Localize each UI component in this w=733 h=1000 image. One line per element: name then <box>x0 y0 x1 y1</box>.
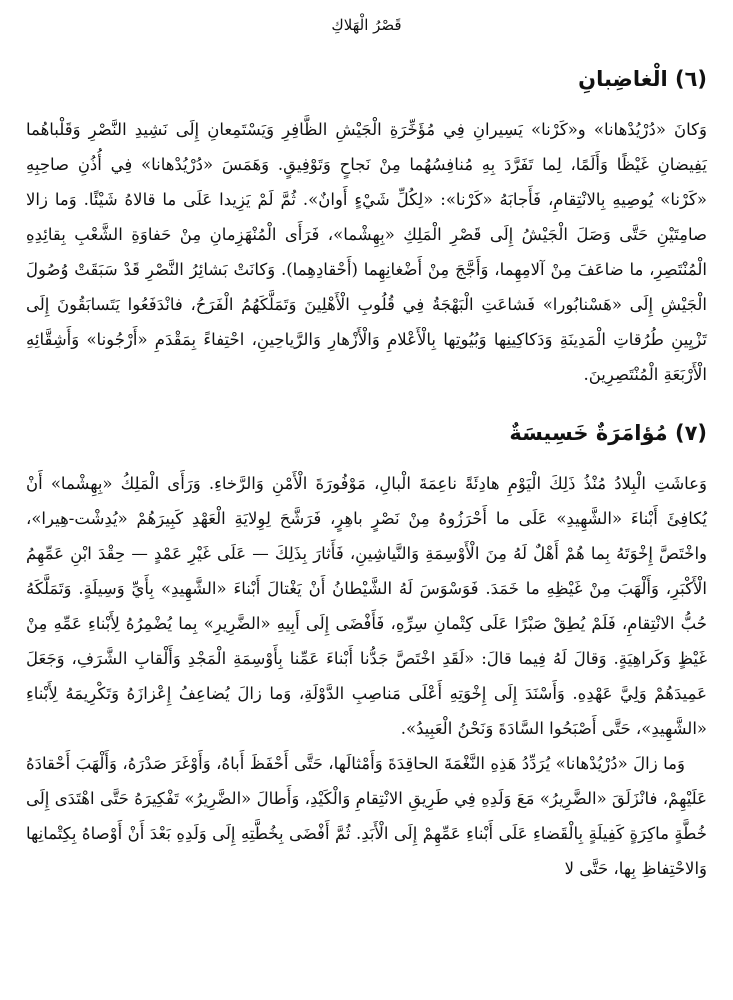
section-heading: (٦) الْغاضِبانِ <box>578 67 707 91</box>
section-gap <box>26 392 707 418</box>
running-title: قَصْرُ الْهَلاكِ <box>331 16 402 34</box>
section-paragraph: وَما زالَ «دُرْيُدْهانا» يُرَدِّدُ هَذِهِ النَّغْمَةَ الحاقِدَةَ وَأَمْثالَها، حَتَّى أَحْفَظَ أَباهُ، وَأَوْغَرَ صَدْرَهُ، وَأَلْهَبَ أَحْقادَهُ عَلَيْهِمْ، فانْزَلَقَ «الضَّرِيرُ» مَعَ وَلَدِهِ فِي طَرِيقِ الانْتِقامِ وَالْكَيْدِ، وَأَطالَ «الضَّرِيرُ» تَفْكِيرَهُ حَتَّى اهْتَدَى إِلَى خُطَّةٍ ماكِرَةٍ كَفِيلَةٍ بِالْقَضاءِ عَلَى أَبْناءِ عَمِّهِمْ إِلَى الْأَبَدِ. ثُمَّ أَفْضَى بِخُطَّتِهِ إِلَى وَلَدِهِ بَعْدَ أَنْ أَوْصاهُ بِكِتْمانِها وَالاحْتِفاظِ بِها، حَتَّى لا <box>26 754 707 878</box>
section-conspiracy <box>26 418 707 886</box>
section-angry-pair <box>26 64 707 392</box>
section-paragraph: وَكانَ «دُرْيُدْهانا» و«كَرْنا» يَسِيرانِ فِي مُؤَخِّرَةِ الْجَيْشِ الظَّافِرِ وَيَسْتَمِعانِ إِلَى نَشِيدِ النَّصْرِ وَقَلْباهُما يَفِيضانِ غَيْظًا وَأَلَمًا، لِما تَفَرَّدَ بِهِ مُنافِسُهُما مِنْ نَجاحٍ وَتَوْفِيقٍ. وَهَمَسَ «دُرْيُدْهانا» فِي أُذُنِ صاحِبِهِ «كَرْنا» يُوصِيهِ بِالانْتِقامِ، فَأَجابَهُ «كَرْنا»: «لِكُلِّ شَيْءٍ أَوانٌ». ثُمَّ لَمْ يَزِيدا عَلَى ما قالاهُ شَيْئًا. وَما زالا صامِتَيْنِ حَتَّى وَصَلَ الْجَيْشُ إِلَى قَصْرِ الْمَلِكِ «بِهِشْما»، فَرَأَى الْمُنْهَزِمانِ مِنْ حَفاوَةِ الشَّعْبِ بِقائِدِهِ الْمُنْتَصِرِ، ما ضاعَفَ مِنْ آلامِهِما، وَأَجَّجَ مِنْ أَضْغانِهِما (أَحْقادِهِما). وَكانَتْ بَشائِرُ النَّصْرِ قَدْ سَبَقَتْ وُصُولَ الْجَيْشِ إِلَى «هَسْنابُورا» فَشاعَتِ الْبَهْجَةُ فِي قُلُوبِ الْأَهْلِينَ وَتَمَلَّكَهُمُ الْفَرَحُ، فانْدَفَعُوا يَتَسابَقُونَ إِلَى تَزْيِينِ طُرُقاتِ الْمَدِينَةِ وَدَكاكِينِها وَبُيُوتِها بِالْأَعْلامِ وَالْأَزْهارِ وَالرَّياحِينِ، احْتِفاءً بِمَقْدَمِ «أَرْجُونا» وَأَشِقَّائِهِ الْأَرْبَعَةِ الْمُنْتَصِرِينَ. <box>26 120 707 384</box>
section-heading: (٧) مُؤامَرَةٌ خَسِيسَةٌ <box>509 421 707 445</box>
section-paragraph: وَعاشَتِ الْبِلادُ مُنْذُ ذَلِكَ الْيَوْمِ هادِئَةً ناعِمَةَ الْبالِ، مَوْفُورَةَ الْأَمْنِ وَالرَّخاءِ. وَرَأَى الْمَلِكُ «بِهِشْما» أَنْ يُكافِئَ أَبْناءَ «الشَّهِيدِ» عَلَى ما أَحْرَزُوهُ مِنْ نَصْرٍ باهِرٍ، فَرَشَّحَ لِوِلايَةِ الْعَهْدِ كَبِيرَهُمْ «يُدِشْت-هِيرا»، واخْتَصَّ إِخْوَتَهُ بِما هُمْ أَهْلٌ لَهُ مِنَ الْأَوْسِمَةِ وَالنَّياشِينِ، فَأَثارَ بِذَلِكَ — عَلَى غَيْرِ عَمْدٍ — حِقْدَ ابْنِ عَمِّهِمُ الْأَكْبَرِ، وَأَلْهَبَ مِنْ غَيْظِهِ ما خَمَدَ. فَوَسْوَسَ لَهُ الشَّيْطانُ أَنْ يَغْتالَ أَبْناءَ «الشَّهِيدِ» بِأَيِّ وَسِيلَةٍ. وَتَمَلَّكَهُ حُبُّ الانْتِقامِ، فَلَمْ يُطِقْ صَبْرًا عَلَى كِتْمانِ سِرِّهِ، فَأَفْضَى إِلَى أَبِيهِ «الضَّرِيرِ» بِما يُضْمِرُهُ لِأَبْناءِ عَمِّهِ مِنْ غَيْظٍ وَكَراهِيَةٍ. وَقالَ لَهُ فِيما قالَ: «لَقَدِ اخْتَصَّ جَدُّنا أَبْناءَ عَمِّنا بِأَوْسِمَةِ الْمَجْدِ وَأَلْقابِ الشَّرَفِ، وَجَعَلَ عَمِيدَهُمْ وَلِيَّ عَهْدِهِ. وَأَسْنَدَ إِلَى إِخْوَتِهِ أَعْلَى مَناصِبِ الدَّوْلَةِ، وَما زالَ يُضاعِفُ إِعْزازَهُ وَتَكْرِيمَهُ لِأَبْناءِ «الشَّهِيدِ»، حَتَّى أَصْبَحُوا السَّادَةَ وَنَحْنُ الْعَبِيدُ». <box>26 474 707 738</box>
